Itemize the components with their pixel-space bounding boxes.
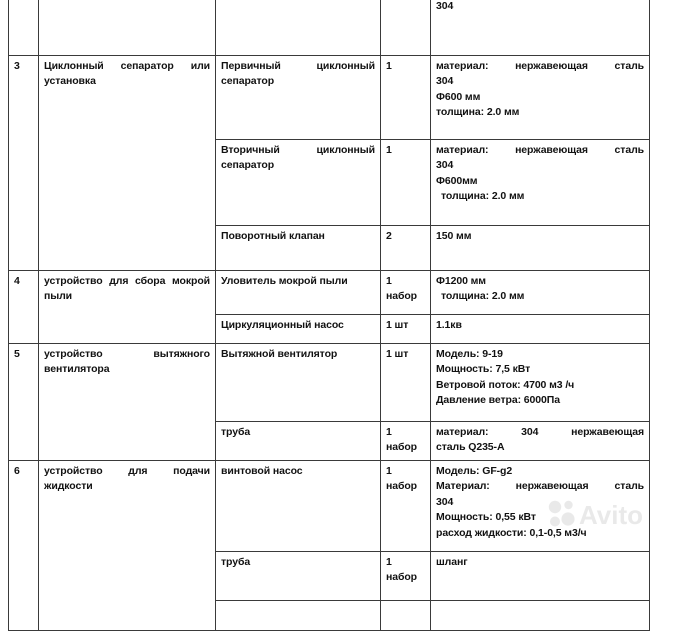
cell-quantity xyxy=(381,461,431,552)
specification-line: Модель: 9-19 xyxy=(436,348,503,360)
quantity-line: 1 xyxy=(386,426,392,438)
svg-text:Avito: Avito xyxy=(579,500,644,530)
specification-line: расход жидкости: 0,1-0,5 м3/ч xyxy=(436,526,587,539)
specification-line: Мощность: 0,55 кВт xyxy=(436,511,536,524)
specification-line: толщина: 2.0 мм xyxy=(441,290,525,303)
specification-line: материал: нержавеющая сталь xyxy=(436,60,644,72)
table-row xyxy=(9,461,650,552)
quantity-line: набор xyxy=(386,290,417,303)
cell-item-name: Циркуляционный насос xyxy=(216,315,381,344)
cell-row-number: 6 xyxy=(9,461,39,631)
cell-quantity xyxy=(381,422,431,461)
specification-line: Ф600 мм xyxy=(436,90,481,103)
cell-item-name: Уловитель мокрой пыли xyxy=(216,271,381,315)
cell-item-name: Поворотный клапан xyxy=(216,226,381,271)
specification-line: Мощность: 7,5 кВт xyxy=(436,363,531,376)
cell-specification xyxy=(431,601,650,631)
cell-item-name xyxy=(216,0,381,56)
cell-item-name: труба xyxy=(216,552,381,601)
quantity-line: 1 шт xyxy=(386,348,409,360)
cell-quantity xyxy=(381,601,431,631)
cell-equipment-group: Циклонный сепаратор или установка xyxy=(39,56,216,271)
specification-line: шланг xyxy=(436,556,468,568)
specification-line: Давление ветра: 6000Па xyxy=(436,394,560,407)
specification-line: 304 xyxy=(436,75,454,88)
specification-line: материал: 304 нержавеющая xyxy=(436,426,644,438)
quantity-line: 1 xyxy=(386,275,392,287)
cell-specification xyxy=(431,226,650,271)
specification-table-body xyxy=(9,0,650,631)
quantity-line: набор xyxy=(386,571,417,584)
cell-quantity xyxy=(381,315,431,344)
cell-specification xyxy=(431,56,650,140)
cell-quantity xyxy=(381,0,431,56)
cell-item-name: труба xyxy=(216,422,381,461)
specification-line: толщина: 2.0 мм xyxy=(441,190,525,203)
cell-equipment-group: устройство вытяжного вентилятора xyxy=(39,344,216,461)
cell-quantity xyxy=(381,344,431,422)
cell-quantity xyxy=(381,140,431,226)
specification-line: 150 мм xyxy=(436,230,472,242)
cell-specification xyxy=(431,271,650,315)
cell-row-number: 4 xyxy=(9,271,39,344)
specification-line: сталь Q235-A xyxy=(436,441,505,454)
cell-item-name: Вторичный циклонный сепаратор xyxy=(216,140,381,226)
cell-specification xyxy=(431,344,650,422)
cell-row-number: 3 xyxy=(9,56,39,271)
specification-line: 1.1кв xyxy=(436,319,462,331)
table-row xyxy=(9,344,650,422)
cell-specification xyxy=(431,140,650,226)
table-row xyxy=(9,56,650,140)
cell-equipment-group xyxy=(39,0,216,56)
specification-line: Ф1200 мм xyxy=(436,275,486,287)
quantity-line: 1 xyxy=(386,144,392,156)
cell-item-name xyxy=(216,601,381,631)
quantity-line: 1 xyxy=(386,60,392,72)
table-row xyxy=(9,271,650,315)
quantity-line: 1 xyxy=(386,465,392,477)
cell-quantity xyxy=(381,56,431,140)
cell-item-name: Вытяжной вентилятор xyxy=(216,344,381,422)
table-row xyxy=(9,0,650,56)
specification-line: толщина: 2.0 мм xyxy=(436,106,520,119)
cell-row-number: 5 xyxy=(9,344,39,461)
cell-item-name: винтовой насос xyxy=(216,461,381,552)
quantity-line: набор xyxy=(386,441,417,454)
quantity-line: 1 шт xyxy=(386,319,409,331)
specification-line: 304 xyxy=(436,0,454,12)
cell-quantity xyxy=(381,552,431,601)
cell-row-number xyxy=(9,0,39,56)
cell-equipment-group: устройство для сбора мокрой пыли xyxy=(39,271,216,344)
cell-quantity xyxy=(381,226,431,271)
cell-quantity xyxy=(381,271,431,315)
specification-line: 304 xyxy=(436,159,454,172)
quantity-line: 2 xyxy=(386,230,392,242)
cell-specification xyxy=(431,315,650,344)
cell-specification xyxy=(431,422,650,461)
specification-line: Ветровой поток: 4700 м3 /ч xyxy=(436,378,575,391)
cell-specification xyxy=(431,0,650,56)
specification-line: материал: нержавеющая сталь xyxy=(436,144,644,156)
cell-equipment-group: устройство для подачи жидкости xyxy=(39,461,216,631)
quantity-line: набор xyxy=(386,480,417,493)
cell-item-name: Первичный циклонный сепаратор xyxy=(216,56,381,140)
specification-line: Модель: GF-g2 xyxy=(436,465,513,477)
quantity-line: 1 xyxy=(386,556,392,568)
specification-line: 304 xyxy=(436,495,454,508)
specification-line: Материал: нержавеющая сталь xyxy=(436,480,644,493)
specification-table xyxy=(8,0,650,631)
cell-specification xyxy=(431,461,650,552)
specification-line: Ф600мм xyxy=(436,174,478,187)
specification-table-wrapper xyxy=(8,0,649,631)
cell-specification xyxy=(431,552,650,601)
